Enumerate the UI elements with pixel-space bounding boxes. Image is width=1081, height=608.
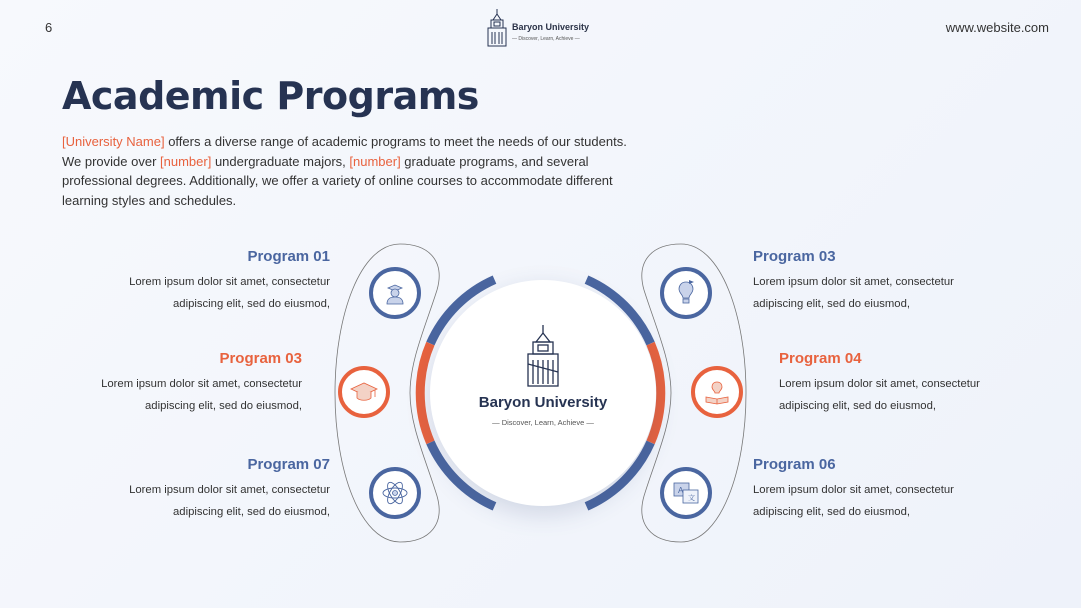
brand-tagline: — Discover, Learn, Achieve — (512, 36, 580, 42)
program-desc-line1: Lorem ipsum dolor sit amet, consectetur (753, 484, 954, 496)
university-tower-icon (522, 324, 564, 388)
page-number: 6 (45, 20, 53, 35)
program-desc-line1: Lorem ipsum dolor sit amet, consectetur (101, 378, 302, 390)
idea-book-icon (702, 377, 732, 407)
program-03-right-icon-circle[interactable] (660, 267, 712, 319)
program-03-left-icon-circle[interactable] (338, 366, 390, 418)
program-01-icon-circle[interactable] (369, 267, 421, 319)
intro-paragraph (62, 132, 642, 210)
program-title: Program 01 (247, 248, 330, 265)
lightbulb-icon (671, 278, 701, 308)
svg-text:A: A (678, 486, 684, 495)
program-title: Program 03 (753, 248, 836, 265)
program-desc-line1: Lorem ipsum dolor sit amet, consectetur (129, 276, 330, 288)
intro-text-2: undergraduate majors, (211, 153, 350, 169)
program-07 (60, 456, 330, 523)
program-title: Program 06 (753, 456, 836, 473)
website-url[interactable]: www.website.com (945, 20, 1049, 35)
program-06-icon-circle[interactable] (660, 467, 712, 519)
program-desc-line2: adipiscing elit, sed do eiusmod, (145, 400, 302, 412)
translate-icon (671, 478, 701, 508)
svg-text:文: 文 (688, 495, 695, 502)
program-title: Program 07 (247, 456, 330, 473)
program-desc-line1: Lorem ipsum dolor sit amet, consectetur (129, 484, 330, 496)
program-desc-line1: Lorem ipsum dolor sit amet, consectetur (753, 276, 954, 288)
intro-text-3: graduate programs, and several professional degrees. Additionally, we offer a variety of online courses to accommodate different learning styles and schedules. (62, 153, 613, 208)
program-desc-line2: adipiscing elit, sed do eiusmod, (753, 298, 910, 310)
program-title: Program 04 (779, 350, 862, 367)
page-title: Academic Programs (62, 74, 479, 118)
atom-icon (380, 478, 410, 508)
placeholder-number-2: [number] (349, 153, 401, 169)
program-desc-line2: adipiscing elit, sed do eiusmod, (173, 506, 330, 518)
center-brand-name: Baryon University (478, 394, 608, 411)
program-desc-line2: adipiscing elit, sed do eiusmod, (779, 400, 936, 412)
program-04 (779, 350, 1049, 417)
program-03-right (753, 248, 1023, 315)
ring-segment-left (420, 344, 430, 443)
intro-text-1: offers a diverse range of academic programs to meet the needs of our students. We provide over (62, 134, 627, 169)
center-logo-circle (430, 280, 656, 506)
program-desc-line2: adipiscing elit, sed do eiusmod, (173, 298, 330, 310)
program-03-left (32, 350, 302, 417)
tower-icon (484, 8, 510, 48)
placeholder-university-name: [University Name] (62, 134, 165, 149)
brand-name: Baryon University (512, 22, 590, 32)
graduation-cap-icon (348, 377, 380, 407)
program-06 (753, 456, 1023, 523)
header-logo (484, 8, 604, 48)
program-07-icon-circle[interactable] (369, 467, 421, 519)
student-icon (380, 278, 410, 308)
placeholder-number-1: [number] (160, 153, 212, 169)
program-04-icon-circle[interactable] (691, 366, 743, 418)
program-01 (60, 248, 330, 315)
program-title: Program 03 (219, 350, 302, 367)
program-desc-line2: adipiscing elit, sed do eiusmod, (753, 506, 910, 518)
program-desc-line1: Lorem ipsum dolor sit amet, consectetur (779, 378, 980, 390)
center-brand-tagline: — Discover, Learn, Achieve — (492, 418, 594, 427)
